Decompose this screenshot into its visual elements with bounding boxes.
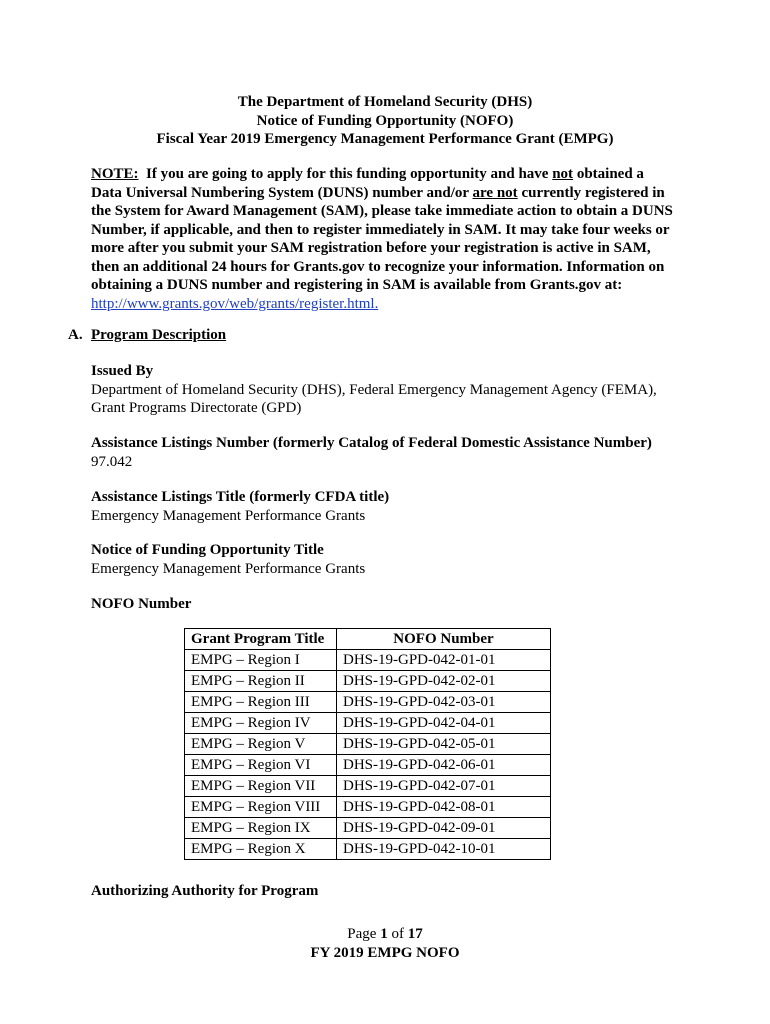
page-number-of: of	[387, 926, 408, 942]
section-title: Program Description	[91, 327, 227, 343]
column-header-nofo-number: NOFO Number	[337, 629, 551, 650]
section-heading-program-description	[68, 326, 226, 344]
nofo-number-cell: DHS-19-GPD-042-02-01	[337, 671, 551, 692]
nofo-number-cell: DHS-19-GPD-042-05-01	[337, 734, 551, 755]
table-row	[185, 755, 551, 776]
issued-by-label: Issued By	[91, 363, 154, 379]
program-title-cell: EMPG – Region I	[185, 650, 337, 671]
assistance-number-label: Assistance Listings Number (formerly Catalog of Federal Domestic Assistance Number)	[91, 435, 652, 451]
nofo-number-table	[184, 628, 551, 860]
assistance-number-block	[91, 434, 711, 471]
table-row	[185, 671, 551, 692]
section-letter: A.	[68, 327, 83, 343]
page-number-prefix: Page	[347, 926, 381, 942]
table-row	[185, 776, 551, 797]
nofo-number-cell: DHS-19-GPD-042-01-01	[337, 650, 551, 671]
table-row	[185, 734, 551, 755]
table-row	[185, 713, 551, 734]
note-text: Number, if applicable, and then to register immediately in SAM. It may take four weeks or	[91, 221, 670, 238]
assistance-number-value: 97.042	[91, 453, 133, 470]
column-header-program-title: Grant Program Title	[185, 629, 337, 650]
nofo-number-block	[91, 595, 711, 614]
note-emphasis: not	[552, 166, 574, 182]
issued-by-value: Department of Homeland Security (DHS), Federal Emergency Management Agency (FEMA),	[91, 381, 657, 398]
program-title-cell: EMPG – Region VI	[185, 755, 337, 776]
program-title-cell: EMPG – Region VII	[185, 776, 337, 797]
program-title-cell: EMPG – Region IV	[185, 713, 337, 734]
nofo-number-cell: DHS-19-GPD-042-10-01	[337, 839, 551, 860]
note-text: more after you submit your SAM registration before your registration is active in SAM,	[91, 240, 651, 256]
note-label: NOTE:	[91, 166, 139, 182]
table-row	[185, 839, 551, 860]
program-title-cell: EMPG – Region V	[185, 734, 337, 755]
document-header	[0, 93, 770, 149]
nofo-number-cell: DHS-19-GPD-042-03-01	[337, 692, 551, 713]
note-text: currently registered in	[517, 184, 665, 201]
issued-by-value: Grant Programs Directorate (GPD)	[91, 400, 302, 416]
nofo-title-label: Notice of Funding Opportunity Title	[91, 542, 324, 558]
registration-note	[91, 165, 683, 313]
note-text: obtained a	[573, 166, 644, 182]
assistance-title-value: Emergency Management Performance Grants	[91, 507, 366, 524]
note-text: the System for Award Management (SAM), please take immediate action to obtain a DUNS	[91, 203, 673, 219]
page-number-total: 17	[407, 926, 423, 942]
authorizing-authority-label: Authorizing Authority for Program	[91, 883, 319, 899]
program-title-cell: EMPG – Region X	[185, 839, 337, 860]
page-footer	[0, 925, 770, 962]
table-row	[185, 818, 551, 839]
note-emphasis: are not	[472, 184, 518, 201]
program-title-cell: EMPG – Region III	[185, 692, 337, 713]
grants-gov-register-link[interactable]: http://www.grants.gov/web/grants/register.html.	[91, 295, 379, 312]
program-title-cell: EMPG – Region IX	[185, 818, 337, 839]
nofo-title-block	[91, 541, 711, 578]
table-header-row	[185, 629, 551, 650]
authorizing-authority-block	[91, 882, 711, 901]
nofo-number-cell: DHS-19-GPD-042-06-01	[337, 755, 551, 776]
nofo-number-cell: DHS-19-GPD-042-09-01	[337, 818, 551, 839]
nofo-title-value: Emergency Management Performance Grants	[91, 560, 366, 577]
note-text: obtaining a DUNS number and registering in SAM is available from Grants.gov at:	[91, 277, 623, 293]
table-row	[185, 797, 551, 818]
assistance-title-label: Assistance Listings Title (formerly CFDA title)	[91, 489, 390, 505]
nofo-number-label: NOFO Number	[91, 596, 192, 612]
program-title-cell: EMPG – Region VIII	[185, 797, 337, 818]
note-text: If you are going to apply for this funding opportunity and have	[138, 166, 553, 182]
table-row	[185, 650, 551, 671]
footer-document-name: FY 2019 EMPG NOFO	[310, 944, 460, 961]
header-notice-type: Notice of Funding Opportunity (NOFO)	[256, 112, 514, 129]
issued-by-block	[91, 362, 711, 418]
header-program-title: Fiscal Year 2019 Emergency Management Performance Grant (EMPG)	[156, 131, 614, 147]
note-text: Data Universal Numbering System (DUNS) number and/or	[91, 184, 473, 201]
nofo-number-cell: DHS-19-GPD-042-08-01	[337, 797, 551, 818]
nofo-number-cell: DHS-19-GPD-042-07-01	[337, 776, 551, 797]
table-row	[185, 692, 551, 713]
page-number-current: 1	[380, 926, 388, 942]
page-number	[0, 925, 770, 944]
note-text: then an additional 24 hours for Grants.gov to recognize your information. Information on	[91, 258, 665, 275]
nofo-number-cell: DHS-19-GPD-042-04-01	[337, 713, 551, 734]
program-title-cell: EMPG – Region II	[185, 671, 337, 692]
assistance-title-block	[91, 488, 711, 525]
header-agency: The Department of Homeland Security (DHS)	[237, 94, 533, 110]
